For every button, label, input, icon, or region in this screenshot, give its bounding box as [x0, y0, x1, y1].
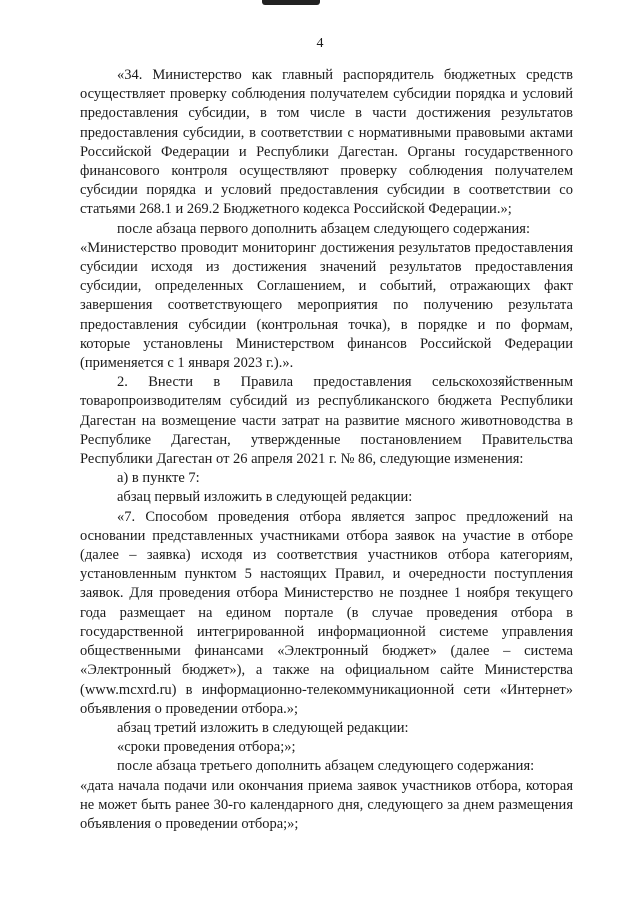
- paragraph-clause-7: «7. Способом проведения отбора является запрос предложений на основании представленных участниками отбора заявок на участие в отборе (далее – заявка) исходя из соответствия участников отбора категориям, установленным пунктом 5 настоящих Правил, и очередности поступления заявок. Для проведения отбора Министерство не позднее 1 ноября текущего года размещает на едином портале (в случае проведения отбора в государственной интегрированной информационной системе управления общественными финансами «Электронный бюджет» (далее – система «Электронный бюджет»), а также на официальном сайте Министерства (www.mcxrd.ru) в информационно-телекоммуникационной сети «Интернет» объявления о проведении отбора.»;: [80, 508, 573, 717]
- paragraph-deadlines: «сроки проведения отбора;»;: [117, 739, 296, 756]
- paragraph-clause-34: «34. Министерство как главный распорядитель бюджетных средств осуществляет проверку соблюдения получателем субсидии порядка и условий предоставления субсидии, в том числе в части достижения результатов предоставления субсидии, в соответствии с нормативными правовыми актами Российской Федерации и Республики Дагестан. Органы государственного финансового контроля осуществляют проверку соблюдения получателем субсидии порядка и условий предоставления субсидии в соответствии со статьями 268.1 и 269.2 Бюджетного кодекса Российской Федерации.»;: [80, 67, 573, 218]
- document-body: [80, 66, 573, 834]
- paragraph-subitem-a: а) в пункте 7:: [117, 470, 200, 487]
- paragraph-monitoring: «Министерство проводит мониторинг достижения результатов предоставления субсидии исходя из достижения значений результатов предоставления субсидии, определенных Соглашением, и событий, отражающих факт завершения соответствующего мероприятия по получению результата предоставления субсидии (контрольная точка), в порядке и по формам, которые установлены Министерством финансов Российской Федерации (применяется с 1 января 2023 г.).».: [80, 239, 573, 372]
- page-number: 4: [316, 36, 324, 51]
- top-scan-mark: [262, 0, 320, 5]
- paragraph-third-abzac: абзац третий изложить в следующей редакции:: [117, 719, 409, 736]
- paragraph-item-2: 2. Внести в Правила предоставления сельскохозяйственным товаропроизводителям субсидий из республиканского бюджета Республики Дагестан на возмещение части затрат на развитие мясного животноводства в Республике Дагестан, утвержденные постановлением Правительства Республики Дагестан от 26 апреля 2021 г. № 86, следующие изменения:: [80, 374, 573, 468]
- paragraph-start-date: «дата начала подачи или окончания приема заявок участников отбора, которая не может быть ранее 30-го календарного дня, следующего за днем размещения объявления о проведении отбора;»;: [80, 777, 573, 832]
- paragraph-instruction-add: после абзаца первого дополнить абзацем следующего содержания:: [117, 220, 530, 237]
- paragraph-instruction-add-2: после абзаца третьего дополнить абзацем следующего содержания:: [117, 758, 535, 775]
- paragraph-first-abzac: абзац первый изложить в следующей редакции:: [117, 489, 413, 506]
